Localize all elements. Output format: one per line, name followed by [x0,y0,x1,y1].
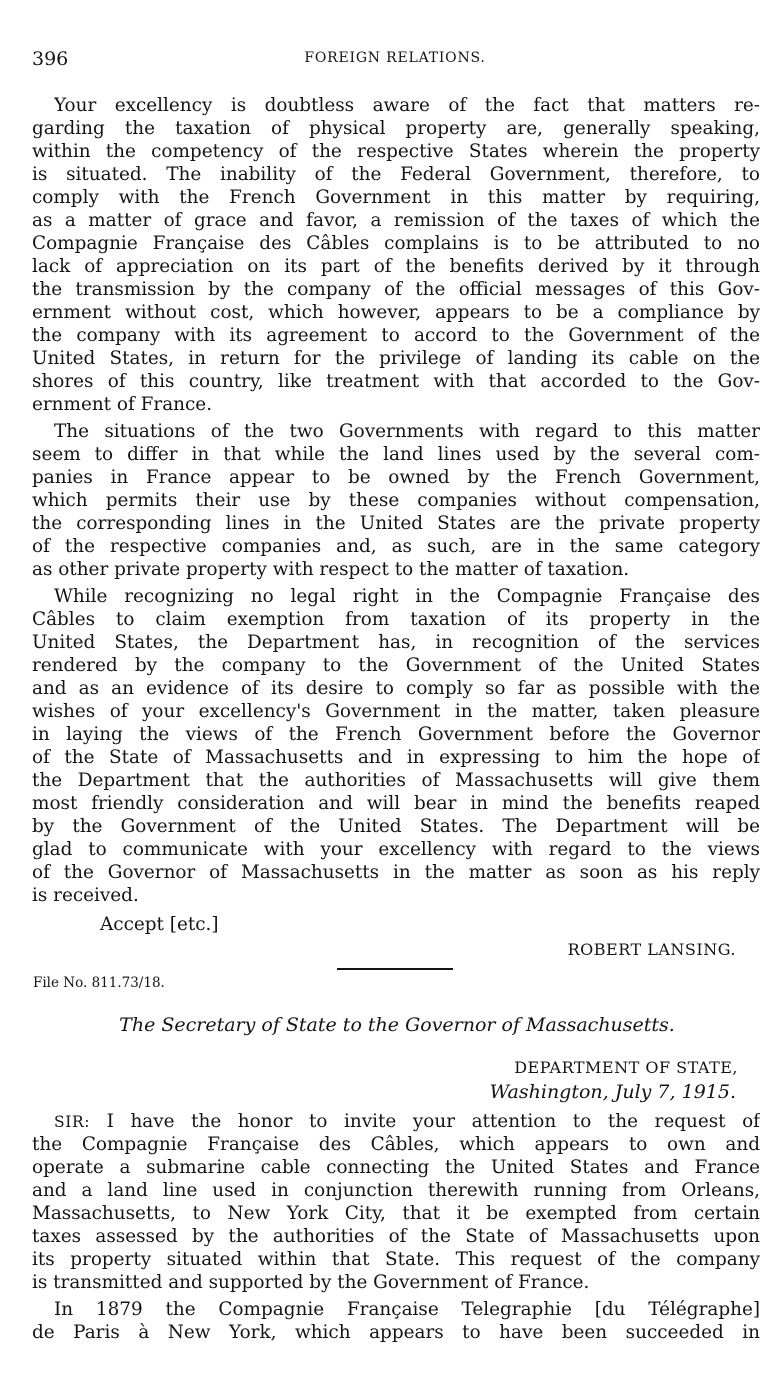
salutation: SIR: [54,1113,91,1131]
body-line: the transmission by the company of the official messages of this Gov- [32,279,760,300]
body-line: and as an evidence of its desire to comply so far as possible with the [32,678,760,699]
body-line: within the competency of the respective States wherein the property [32,141,760,162]
body-line: operate a submarine cable connecting the United States and France [32,1157,760,1178]
letter-place: DEPARTMENT OF STATE, [514,1058,738,1077]
body-line: by the Government of the United States. The Department will be [32,816,760,837]
body-line: as other private property with respect to the matter of taxation. [32,559,630,580]
running-title: FOREIGN RELATIONS. [304,50,486,66]
body-line: glad to communicate with your excellency with regard to the views [32,839,760,860]
body-line: as a matter of grace and favor, a remission of the taxes of which the [32,210,760,231]
body-line: its property situated within that State. This request of the company [32,1249,760,1270]
body-line: United States, in return for the privilege of landing its cable on the [32,348,760,369]
body-line: of the Governor of Massachusetts in the matter as soon as his reply [32,862,760,883]
body-line: ernment without cost, which however, appears to be a compliance by [32,302,760,323]
body-line: Câbles to claim exemption from taxation of its property in the [32,609,760,630]
body-line: comply with the French Government in this matter by requiring, [32,187,760,208]
body-line: In 1879 the Compagnie Française Telegraphie [du Télégraphe] [54,1299,760,1320]
dateline: Washington, July 7, 1915. [489,1081,736,1103]
body-line: shores of this country, like treatment with that accorded to the Gov- [32,371,760,392]
body-line: The situations of the two Governments with regard to this matter [54,421,760,442]
body-line: of the respective companies and, as such, are in the same category [32,536,760,557]
body-line: wishes of your excellency's Government in the matter, taken pleasure [32,701,760,722]
signature: ROBERT LANSING. [567,940,736,959]
body-line: seem to differ in that while the land lines used by the several com- [32,444,760,465]
body-line: the Department that the authorities of Massachusetts will give them [32,770,760,791]
body-line: is situated. The inability of the Federal Government, therefore, to [32,164,760,185]
body-line: is transmitted and supported by the Government of France. [32,1272,590,1293]
body-line: United States, the Department has, in recognition of the services [32,632,760,653]
closing: Accept [etc.] [100,914,219,935]
body-line-text: I have the honor to invite your attention to the request of [90,1111,760,1132]
body-line: which permits their use by these companies without compensation, [32,490,760,511]
body-line: While recognizing no legal right in the Compagnie Française des [54,586,760,607]
body-line: and a land line used in conjunction therewith running from Orleans, [32,1180,760,1201]
file-number: File No. 811.73/18. [33,975,165,991]
body-line: ernment of France. [32,394,213,415]
body-line: garding the taxation of physical property are, generally speaking, [32,118,760,139]
section-divider [337,968,453,970]
body-line: the company with its agreement to accord to the Government of the [32,325,760,346]
body-line [54,1110,760,1134]
body-line: Compagnie Française des Câbles complains is to be attributed to no [32,233,760,254]
body-line: the corresponding lines in the United States are the private property [32,513,760,534]
body-line: de Paris à New York, which appears to have been succeeded in [32,1322,760,1343]
page-number: 396 [32,48,69,70]
body-line: taxes assessed by the authorities of the State of Massachusetts upon [32,1226,760,1247]
body-line: is received. [32,885,139,906]
body-line: most friendly consideration and will bear in mind the benefits reaped [32,793,760,814]
body-line: lack of appreciation on its part of the benefits derived by it through [32,256,760,277]
body-line: the Compagnie Française des Câbles, which appears to own and [32,1134,760,1155]
body-line: of the State of Massachusetts and in expressing to him the hope of [32,747,760,768]
running-head [32,48,758,72]
body-line: Massachusetts, to New York City, that it be exempted from certain [32,1203,760,1224]
body-line: Your excellency is doubtless aware of the fact that matters re- [54,95,760,116]
body-line: in laying the views of the French Government before the Governor [32,724,760,745]
body-line: panies in France appear to be owned by the French Government, [32,467,760,488]
body-line: rendered by the company to the Government of the United States [32,655,760,676]
letter-heading: The Secretary of State to the Governor of Massachusetts. [119,1014,675,1036]
